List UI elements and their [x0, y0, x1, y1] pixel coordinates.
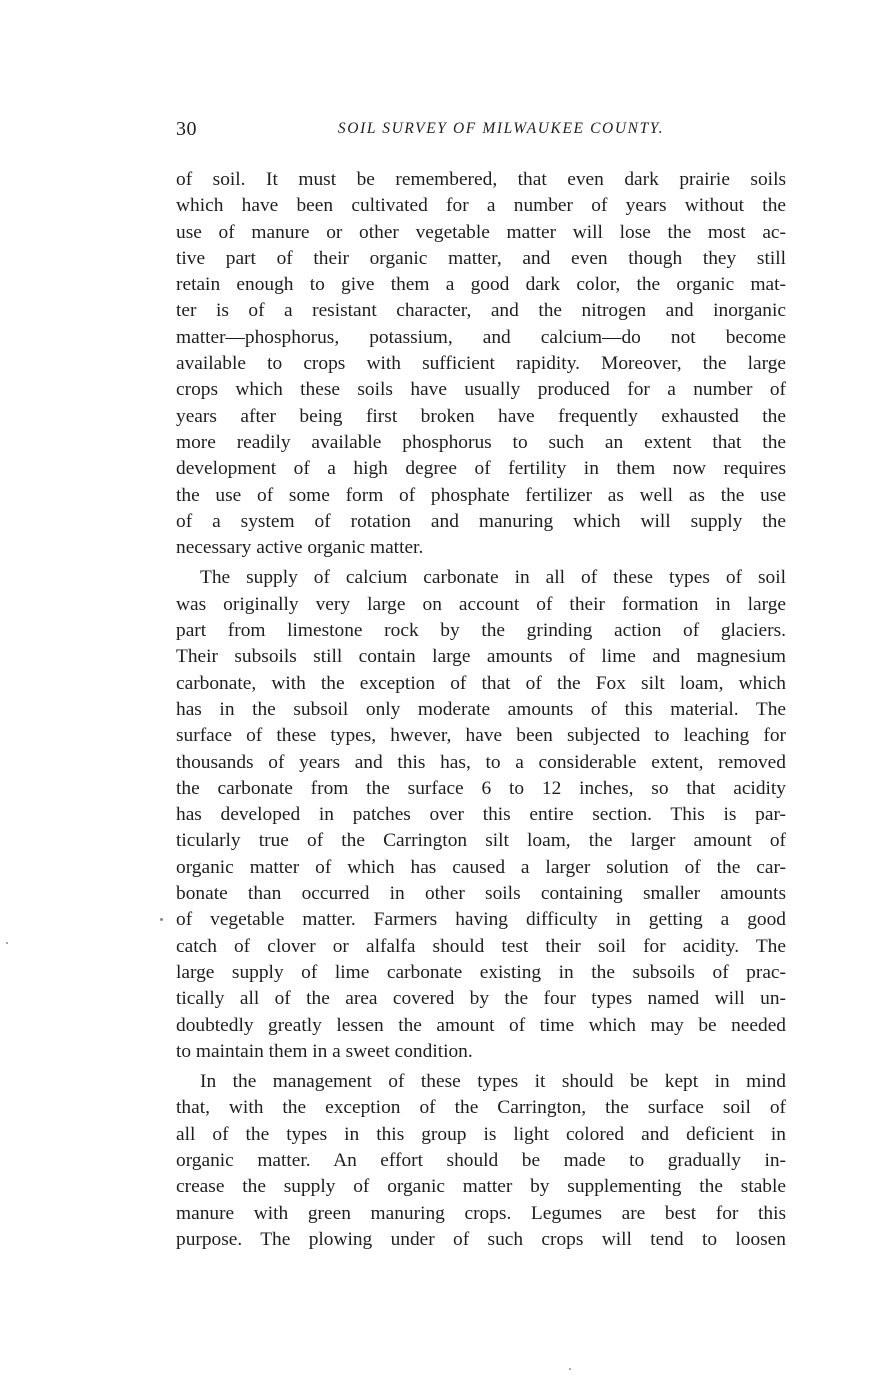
text-line: development of a high degree of fertility in them now requires	[176, 458, 786, 480]
scan-speck	[160, 918, 163, 921]
text-line: Their subsoils still contain large amounts of lime and magnesium	[176, 646, 786, 668]
scan-speck	[6, 942, 8, 944]
text-line: has developed in patches over this entire section. This is par-	[176, 804, 786, 826]
text-line: all of the types in this group is light colored and deficient in	[176, 1123, 786, 1145]
text-line: purpose. The plowing under of such crops will tend to loosen	[176, 1228, 786, 1250]
text-line: ter is of a resistant character, and the nitrogen and inorganic	[176, 300, 786, 322]
text-line: organic matter of which has caused a larger solution of the car-	[176, 856, 786, 878]
text-line: of a system of rotation and manuring which will supply the	[176, 510, 786, 532]
paragraph-1	[176, 167, 786, 561]
text-line: doubtedly greatly lessen the amount of time which may be needed	[176, 1014, 786, 1036]
running-title: SOIL SURVEY OF MILWAUKEE COUNTY.	[337, 120, 665, 137]
paragraph-2	[176, 565, 786, 1065]
text-line: ticularly true of the Carrington silt loam, the larger amount of	[176, 830, 786, 852]
text-line: large supply of lime carbonate existing in the subsoils of prac-	[176, 961, 786, 983]
text-line: available to crops with sufficient rapidity. Moreover, the large	[176, 353, 786, 375]
text-line: part from limestone rock by the grinding action of glaciers.	[176, 620, 786, 642]
text-line: years after being first broken have frequently exhausted the	[176, 405, 786, 427]
text-line: thousands of years and this has, to a considerable extent, removed	[176, 751, 786, 773]
text-line: tically all of the area covered by the four types named will un-	[176, 988, 786, 1010]
text-line: crops which these soils have usually produced for a number of	[176, 379, 786, 401]
paragraph-3	[176, 1069, 786, 1253]
text-line: bonate than occurred in other soils containing smaller amounts	[176, 883, 786, 905]
text-line: to maintain them in a sweet condition.	[176, 1040, 473, 1062]
text-line: surface of these types, hwever, have been subjected to leaching for	[176, 725, 786, 747]
text-line: manure with green manuring crops. Legumes are best for this	[176, 1202, 786, 1224]
page-number: 30	[176, 118, 197, 140]
text-line: organic matter. An effort should be made to gradually in-	[176, 1149, 786, 1171]
body-text	[176, 167, 786, 1257]
text-line: crease the supply of organic matter by supplementing the stable	[176, 1176, 786, 1198]
text-line: In the management of these types it should be kept in mind	[200, 1071, 786, 1093]
page-header	[176, 118, 786, 144]
text-line: matter—phosphorus, potassium, and calcium—do not become	[176, 326, 786, 348]
text-line: that, with the exception of the Carrington, the surface soil of	[176, 1097, 786, 1119]
text-line: has in the subsoil only moderate amounts of this material. The	[176, 698, 786, 720]
text-line: retain enough to give them a good dark color, the organic mat-	[176, 274, 786, 296]
text-line: The supply of calcium carbonate in all of these types of soil	[200, 567, 786, 589]
text-line: carbonate, with the exception of that of the Fox silt loam, which	[176, 672, 786, 694]
text-line: catch of clover or alfalfa should test their soil for acidity. The	[176, 935, 786, 957]
text-line: necessary active organic matter.	[176, 537, 424, 559]
text-line: was originally very large on account of their formation in large	[176, 593, 786, 615]
text-line: of soil. It must be remembered, that even dark prairie soils	[176, 169, 786, 190]
text-line: tive part of their organic matter, and even though they still	[176, 247, 786, 269]
text-line: more readily available phosphorus to such an extent that the	[176, 431, 786, 453]
text-line: use of manure or other vegetable matter will lose the most ac-	[176, 221, 786, 243]
scan-speck	[569, 1368, 571, 1370]
text-line: the use of some form of phosphate fertilizer as well as the use	[176, 484, 786, 506]
text-line: of vegetable matter. Farmers having difficulty in getting a good	[176, 909, 786, 931]
text-line: which have been cultivated for a number of years without the	[176, 195, 786, 217]
text-line: the carbonate from the surface 6 to 12 inches, so that acidity	[176, 777, 786, 799]
